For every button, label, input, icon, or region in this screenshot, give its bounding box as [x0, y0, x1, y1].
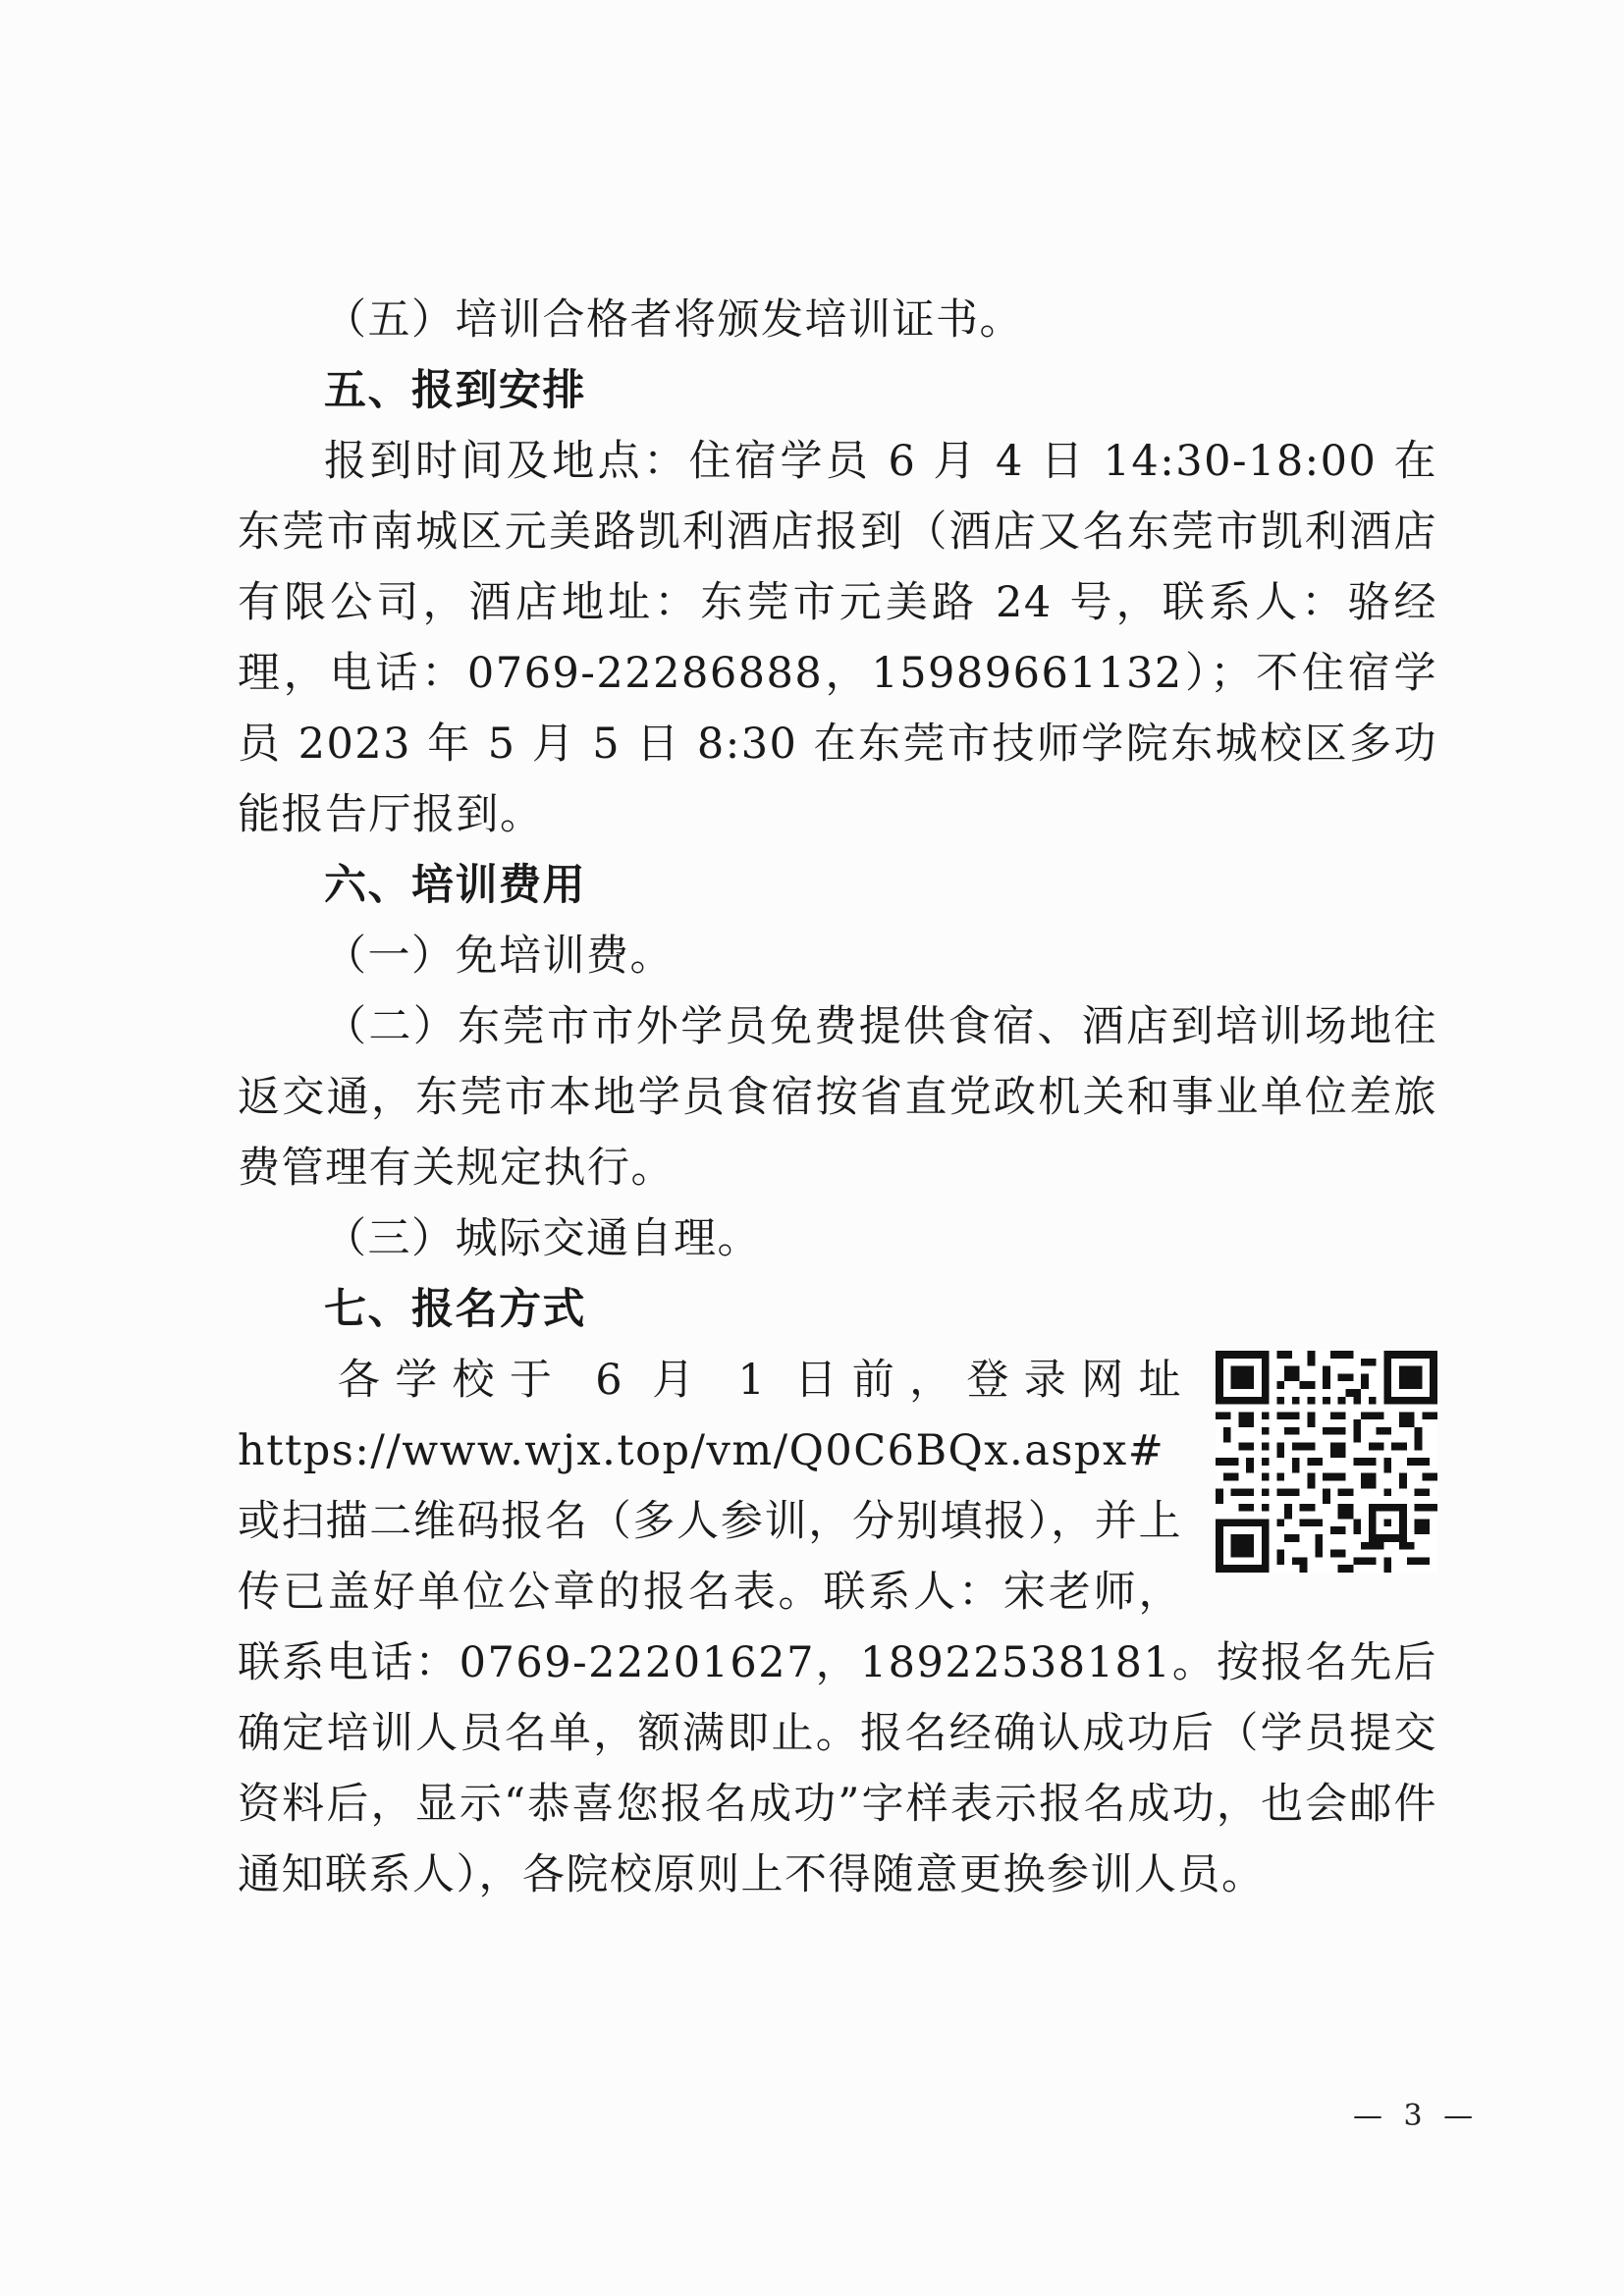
paragraph-certificate: （五）培训合格者将颁发培训证书。: [324, 295, 1023, 345]
heading-check-in: 五、报到安排: [324, 366, 586, 415]
heading-registration: 七、报名方式: [324, 1285, 586, 1334]
page-number: — 3 —: [1353, 2099, 1480, 2133]
heading-training-fees: 六、培训费用: [324, 861, 586, 910]
paragraph-fee-3: （三）城际交通自理。: [324, 1214, 761, 1263]
paragraph-fee-2: （二）东莞市市外学员免费提供食宿、酒店到培训场地往返交通，东莞市本地学员食宿按省直党政机关和事业单位差旅费管理有关规定执行。: [238, 1002, 1437, 1193]
registration-section: [238, 1345, 1437, 1910]
paragraph-fee-1: （一）免培训费。: [324, 932, 674, 981]
qr-code-icon[interactable]: [1216, 1351, 1437, 1573]
document-body: [238, 285, 1437, 1910]
registration-text: 各学校于 6 月 1 日前，登录网址 https://www.wjx.top/vm/Q0C6BQx.aspx# 或扫描二维码报名（多人参训，分别填报），并上传已盖好单位公章的报名表。联系人：宋老师，联系电话：0769-22201627，18922538181。按报名先后确定培训人员名单，额满即止。报名经确认成功后（学员提交资料后，显示“恭喜您报名成功”字样表示报名成功，也会邮件通知联系人），各院校原则上不得随意更换参训人员。: [238, 1356, 1437, 1899]
paragraph-check-in-details: 报到时间及地点：住宿学员 6 月 4 日 14:30-18:00 在东莞市南城区元美路凯利酒店报到（酒店又名东莞市凯利酒店有限公司，酒店地址：东莞市元美路 24 号，联系人：骆经理，电话：0769-22286888，15989661132）；不住宿学员 2023 年 5 月 5 日 8:30 在东莞市技师学院东城校区多功能报告厅报到。: [238, 437, 1437, 839]
